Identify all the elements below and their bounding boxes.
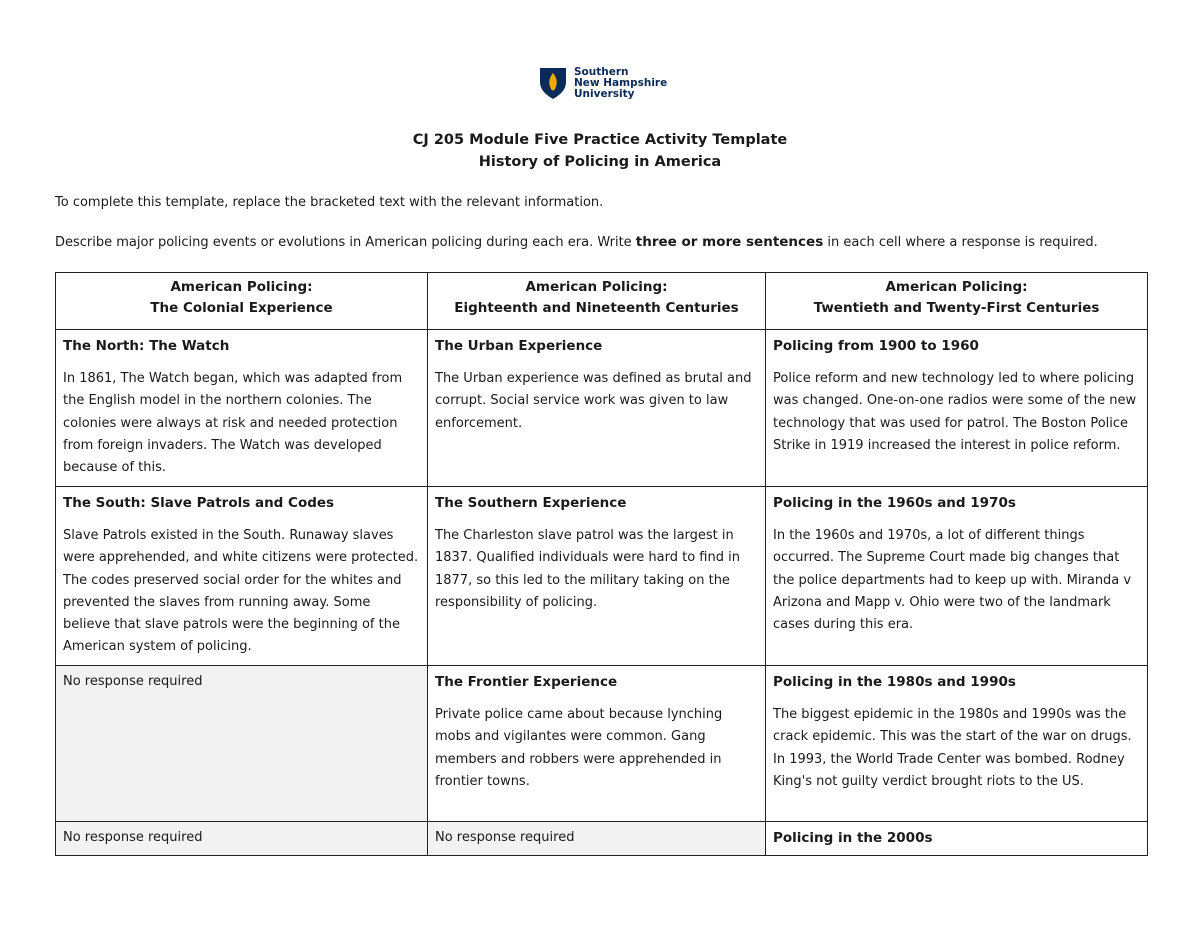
cell-heading: Policing from 1900 to 1960 — [773, 338, 979, 354]
logo-wordmark — [574, 67, 667, 100]
page-title — [0, 129, 1200, 173]
cell-heading: Policing in the 1980s and 1990s — [773, 674, 1016, 690]
header-18th-19th-line2: Eighteenth and Nineteenth Centuries — [454, 300, 739, 316]
table-cell — [56, 487, 428, 666]
table-row — [56, 822, 1148, 856]
table-cell-no-response — [56, 666, 428, 822]
title-line-1: CJ 205 Module Five Practice Activity Template — [412, 132, 788, 148]
table-cell — [428, 666, 766, 822]
cell-heading: The South: Slave Patrols and Codes — [63, 495, 335, 511]
table-row — [56, 330, 1148, 487]
university-logo — [538, 66, 667, 100]
table-cell — [428, 330, 766, 487]
table-row — [56, 487, 1148, 666]
table-row — [56, 666, 1148, 822]
table-cell — [766, 666, 1148, 822]
logo-line-2: New Hampshire — [574, 76, 668, 89]
describe-text-bold: three or more sentences — [635, 234, 824, 250]
cell-response: Police reform and new technology led to where policing was changed. One-on-one radios were some of the new technology that was used for patrol. The Boston Police Strike in 1919 increased the interest in police reform. — [773, 371, 1137, 453]
no-response-text: No response required — [435, 830, 575, 845]
logo-line-3: University — [574, 87, 635, 100]
policing-history-table — [55, 272, 1148, 856]
cell-response: In the 1960s and 1970s, a lot of different things occurred. The Supreme Court made big changes that the police departments had to keep up with. Miranda v Arizona and Mapp v. Ohio were two of the landmark cases during this era. — [773, 528, 1132, 633]
describe-text-post: in each cell where a response is required. — [823, 235, 1098, 250]
cell-response: Private police came about because lynching mobs and vigilantes were common. Gang members and robbers were apprehended in frontier towns. — [435, 707, 723, 789]
describe-text — [55, 233, 1098, 252]
table-cell-no-response — [56, 822, 428, 856]
header-18th-19th-line1: American Policing: — [525, 279, 668, 295]
table-cell — [766, 487, 1148, 666]
instructions-text: To complete this template, replace the bracketed text with the relevant information. — [55, 195, 604, 210]
table-header-row — [56, 273, 1148, 330]
cell-response: The Urban experience was defined as brutal and corrupt. Social service work was given to law enforcement. — [435, 371, 752, 431]
table-cell — [56, 330, 428, 487]
header-colonial — [56, 273, 428, 330]
no-response-text: No response required — [63, 674, 203, 689]
cell-response: In 1861, The Watch began, which was adapted from the English model in the northern colonies. The colonies were always at risk and needed protection from foreign invaders. The Watch was developed because of this. — [63, 371, 403, 476]
no-response-text: No response required — [63, 830, 203, 845]
title-line-2: History of Policing in America — [478, 154, 722, 170]
cell-response: The Charleston slave patrol was the largest in 1837. Qualified individuals were hard to find in 1877, so this led to the military taking on the responsibility of policing. — [435, 528, 740, 610]
header-20th-21st — [766, 273, 1148, 330]
cell-heading: The Southern Experience — [435, 495, 627, 511]
header-colonial-line2: The Colonial Experience — [150, 300, 333, 316]
header-colonial-line1: American Policing: — [170, 279, 313, 295]
cell-response: Slave Patrols existed in the South. Runaway slaves were apprehended, and white citizens were protected. The codes preserved social order for the whites and prevented the slaves from running away. Some believe that slave patrols were the beginning of the American system of policing. — [63, 528, 419, 655]
table-cell — [428, 487, 766, 666]
header-20th-21st-line2: Twentieth and Twenty-First Centuries — [813, 300, 1100, 316]
logo-line-1: Southern — [574, 65, 629, 78]
table-cell — [766, 330, 1148, 487]
cell-heading: The North: The Watch — [63, 338, 230, 354]
cell-heading: The Urban Experience — [435, 338, 603, 354]
cell-heading: Policing in the 2000s — [773, 830, 933, 846]
describe-text-pre: Describe major policing events or evolutions in American policing during each era. Write — [55, 235, 636, 250]
cell-heading: The Frontier Experience — [435, 674, 618, 690]
cell-heading: Policing in the 1960s and 1970s — [773, 495, 1016, 511]
table-cell — [766, 822, 1148, 856]
header-18th-19th — [428, 273, 766, 330]
table-cell-no-response — [428, 822, 766, 856]
cell-response: The biggest epidemic in the 1980s and 1990s was the crack epidemic. This was the start of the war on drugs. In 1993, the World Trade Center was bombed. Rodney King's not guilty verdict brought riots to the US. — [773, 707, 1132, 789]
shield-icon — [538, 66, 568, 100]
header-20th-21st-line1: American Policing: — [885, 279, 1028, 295]
